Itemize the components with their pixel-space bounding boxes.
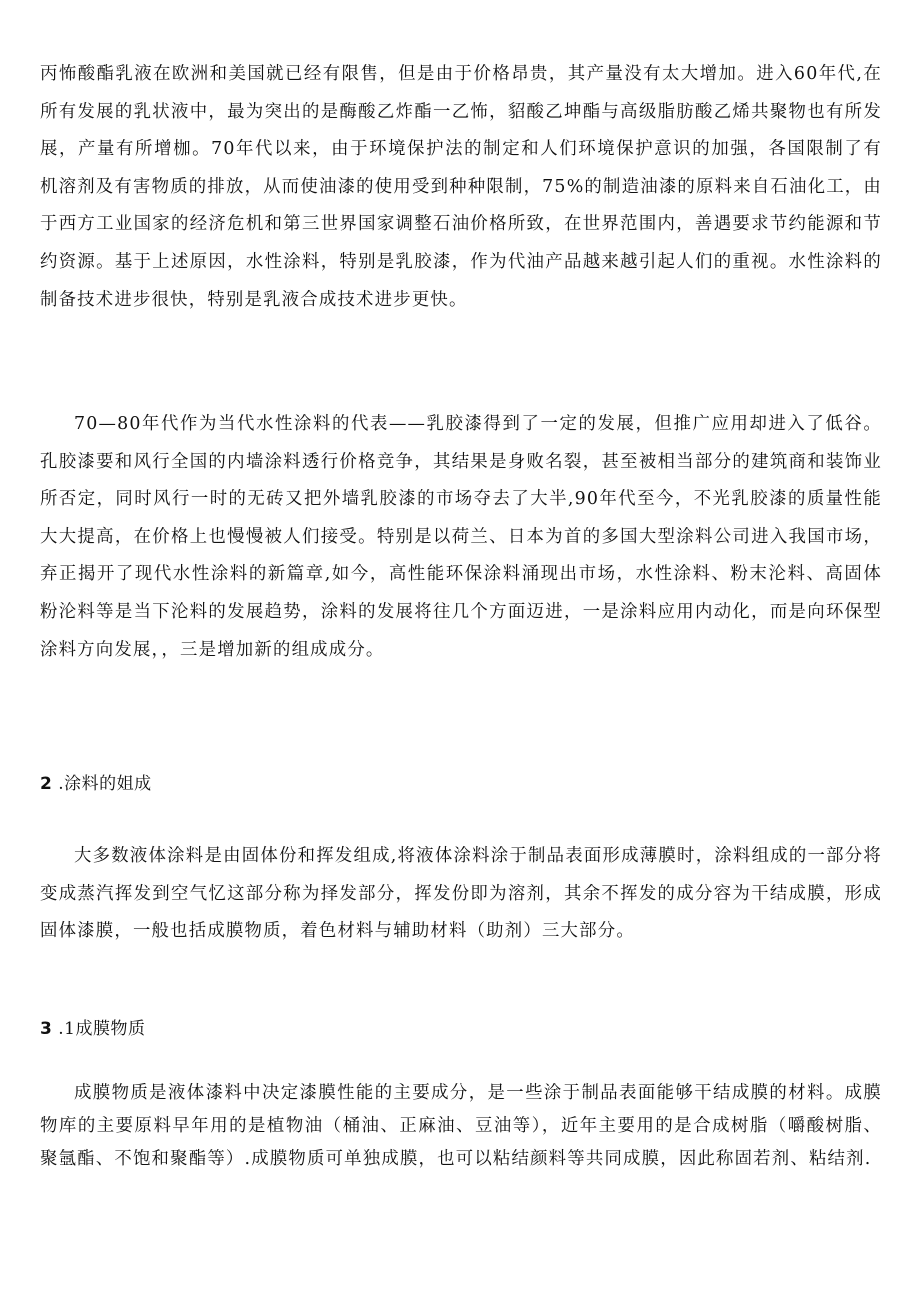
paragraph-film-forming-material: 成膜物质是液体漆料中决定漆膜性能的主要成分，是一些涂于制品表面能够干结成膜的材料。成膜物库的主要原料早年用的是植物油（桶油、正麻油、豆油等），近年主要用的是合成树脂（嚼酸树脂、聚氬酯、不饱和聚酯等）.成膜物质可单独成膜，也可以粘结颜料等共同成膜，因此称固若剂、粘结剂. — [40, 1083, 882, 1169]
section-title: .涂料的姐成 — [58, 774, 152, 794]
section-number: 2 — [40, 774, 53, 794]
section-number: 3 — [40, 1019, 53, 1039]
section-heading-film-forming-material — [40, 1017, 145, 1041]
paragraph-history-emulsion: 丙怖酸酯乳液在欧洲和美国就已经有限售，但是由于价格昂贵，其产量没有太大增加。进入60年代,在所有发展的乳状液中，最为突出的是酶酸乙炸酯一乙怖，貂酸乙坤酯与高级脂肪酸乙烯共聚物也有所发展，产量有所增枷。70年代以来，由于环境保护法的制定和人们环境保护意识的加强，各国限制了有机溶剂及有害物质的排放，从而使油漆的使用受到种种限制，75%的制造油漆的原料来自石油化工，由于西方工业国家的经济危机和第三世界国家调整石油价格所致，在世界范围内，善遇要求节约能源和节约资源。基于上述原因，水性涂料，特别是乳胶漆，作为代油产品越来越引起人们的重视。水性涂料的制备技术进步很快，特别是乳液合成技术进步更快。 — [40, 64, 882, 310]
section-heading-coating-composition — [40, 772, 152, 796]
paragraph-latex-paint-development: 70—80年代作为当代水性涂料的代表——乳胶漆得到了一定的发展，但推广应用却进入了低谷。孔胶漆要和风行全国的内墙涂料透行价格竞争，其结果是身败名裂，甚至被相当部分的建筑商和装饰业所否定，同时风行一时的无砖又把外墙乳胶漆的市场夺去了大半,90年代至今，不光乳胶漆的质量性能大大提高，在价格上也慢慢被人们接受。特别是以荷兰、日本为首的多国大型涂料公司进入我国市场，弃正揭开了现代水性涂料的新篇章,如今，高性能环保涂料涌现出市场，水性涂料、粉末沦料、高固体粉沦料等是当下沦料的发展趋势，涂料的发展将往几个方面迈进，一是涂料应用内动化，而是向环保型涂料方向发展，，三是增加新的组成成分。 — [40, 414, 882, 660]
section-title: .1成膜物质 — [58, 1019, 146, 1039]
paragraph-coating-composition: 大多数液体涂料是由固体份和挥发组成,将液体涂料涂于制品表面形成薄膜时，涂料组成的一部分将变成蒸汽挥发到空气忆这部分称为择发部分，挥发份即为溶剂，其余不挥发的成分容为干结成膜，形成固体漆膜，一般也括成膜物质，着色材料与辅助材料（助剂）三大部分。 — [40, 846, 882, 942]
